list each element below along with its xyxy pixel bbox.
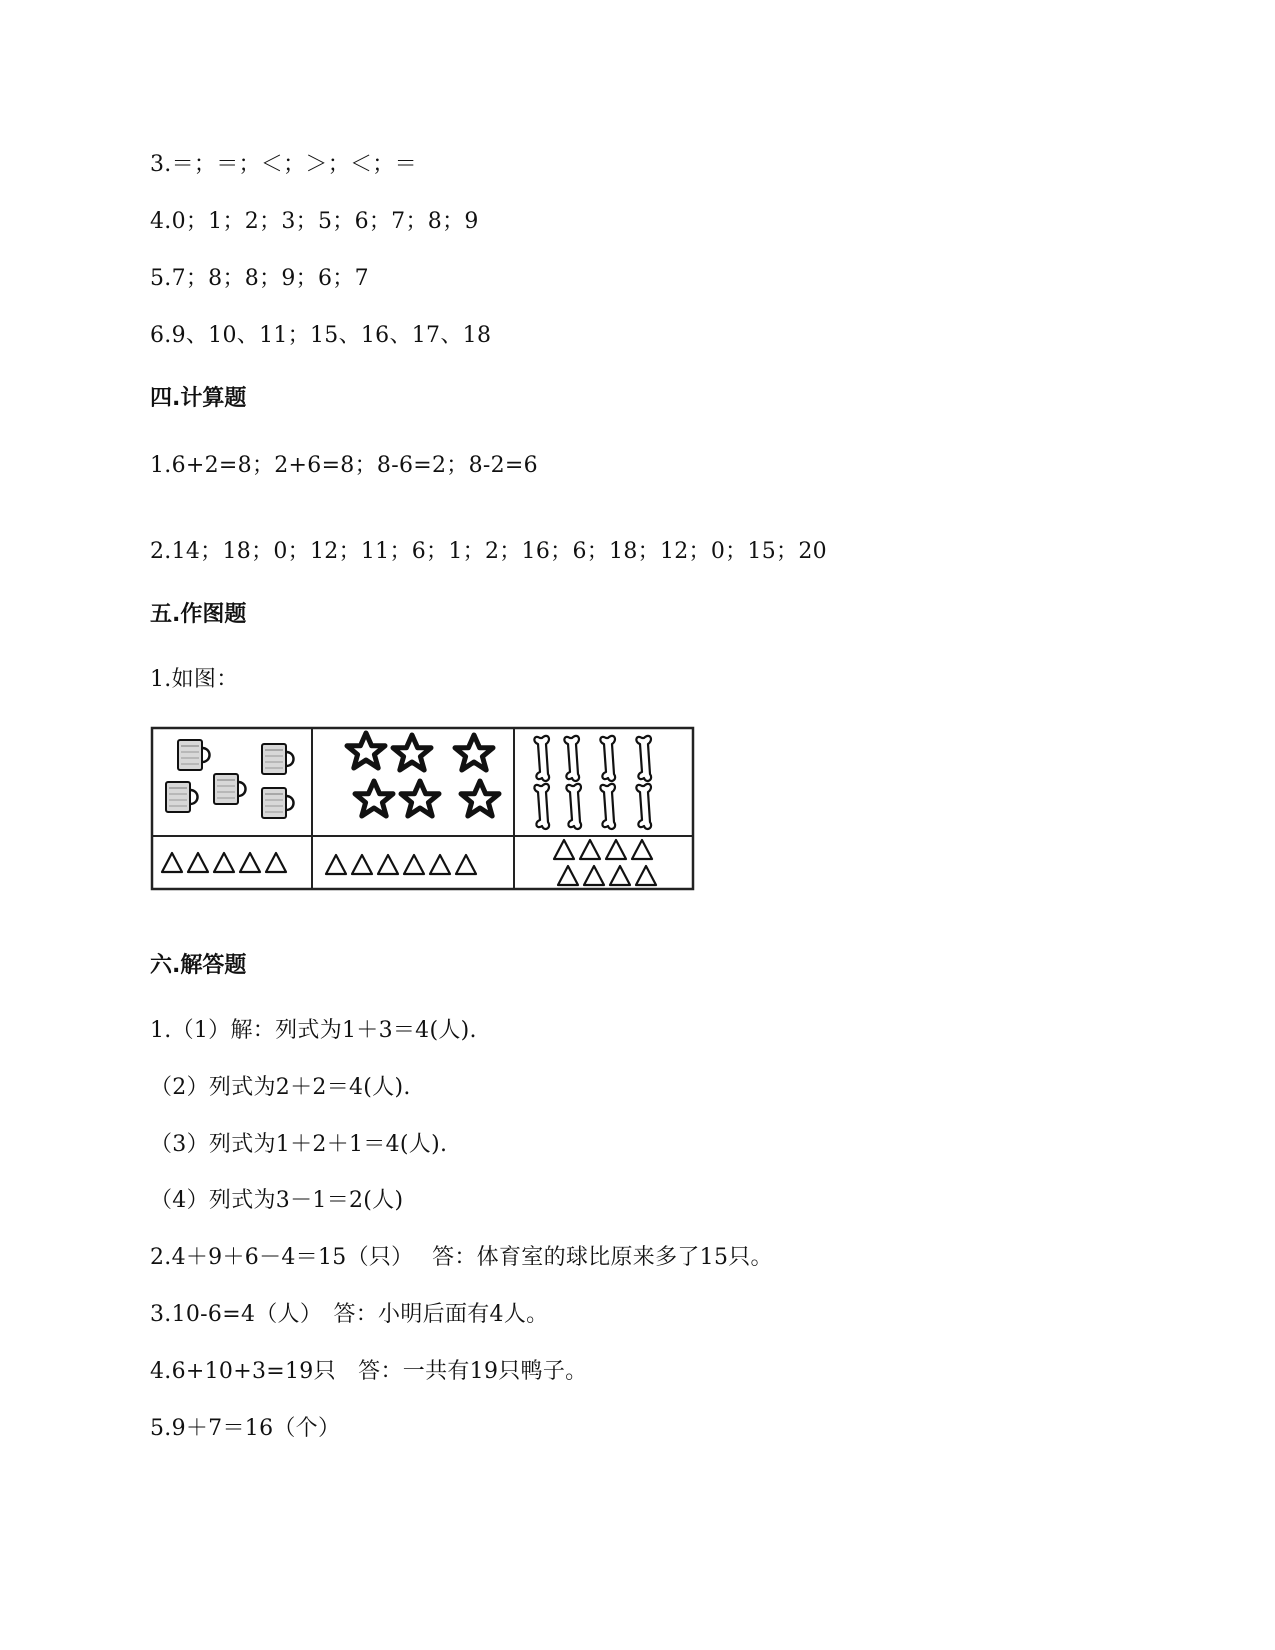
triangle-icon [162,853,182,872]
answer-line: 1.（1）解：列式为1＋3＝4(人). [150,1018,477,1043]
triangle-icon [610,866,630,885]
triangle-icon [430,855,450,874]
answer-line: （4）列式为3－1＝2(人) [150,1188,404,1213]
cup-icon [262,788,294,818]
answer-line: 3.10-6=4（人） 答：小明后面有4人。 [150,1302,549,1327]
section-heading-drawing: 五.作图题 [150,602,247,627]
triangle-icon [584,866,604,885]
bone-icon [636,784,651,829]
answer-line: 4.6+10+3=19只 答：一共有19只鸭子。 [150,1359,588,1384]
bone-icon [566,784,581,829]
bone-icon [534,736,549,781]
section-heading-word-problems: 六.解答题 [150,953,247,978]
triangle-icon [188,853,208,872]
star-icon [347,733,385,768]
star-icon [355,781,393,816]
bone-icon [636,736,651,781]
answer-line: （2）列式为2＋2＝4(人). [150,1075,411,1100]
triangle-icon [214,853,234,872]
answer-line: 4.0；1；2；3；5；6；7；8；9 [150,209,479,234]
triangle-icon [326,855,346,874]
answer-line: （3）列式为1＋2＋1＝4(人). [150,1132,448,1157]
triangle-icon [580,840,600,859]
triangle-icon [632,840,652,859]
answer-line: 6.9、10、11；15、16、17、18 [150,323,492,348]
triangle-icon [266,853,286,872]
cup-icon [214,774,246,804]
answer-line: 1.如图： [150,667,239,692]
triangle-icon [352,855,372,874]
cup-icon [166,782,198,812]
triangle-icon [606,840,626,859]
triangle-icon [404,855,424,874]
answer-line: 5.9＋7＝16（个） [150,1416,341,1441]
star-icon [455,735,493,770]
answer-line: 2.4＋9＋6－4＝15（只） 答：体育室的球比原来多了15只。 [150,1245,773,1270]
answer-line: 3.＝；＝；＜；＞；＜；＝ [150,152,417,177]
triangle-icon [240,853,260,872]
bone-icon [534,784,549,829]
bone-icon [600,736,615,781]
triangle-icon [456,855,476,874]
answer-line: 5.7；8；8；9；6；7 [150,266,369,291]
answer-figure [150,726,696,892]
triangle-icon [636,866,656,885]
triangle-icon [378,855,398,874]
cup-icon [262,744,294,774]
triangle-icon [554,840,574,859]
star-icon [461,781,499,816]
answer-line: 2.14；18；0；12；11；6；1；2；16；6；18；12；0；15；20 [150,539,827,564]
section-heading-calculation: 四.计算题 [150,386,247,411]
bone-icon [564,736,579,781]
cup-icon [178,740,210,770]
star-icon [401,781,439,816]
bone-icon [600,784,615,829]
triangle-icon [558,866,578,885]
answer-line: 1.6+2=8；2+6=8；8-6=2；8-2=6 [150,453,538,478]
figure-grid [150,726,696,892]
star-icon [393,735,431,770]
